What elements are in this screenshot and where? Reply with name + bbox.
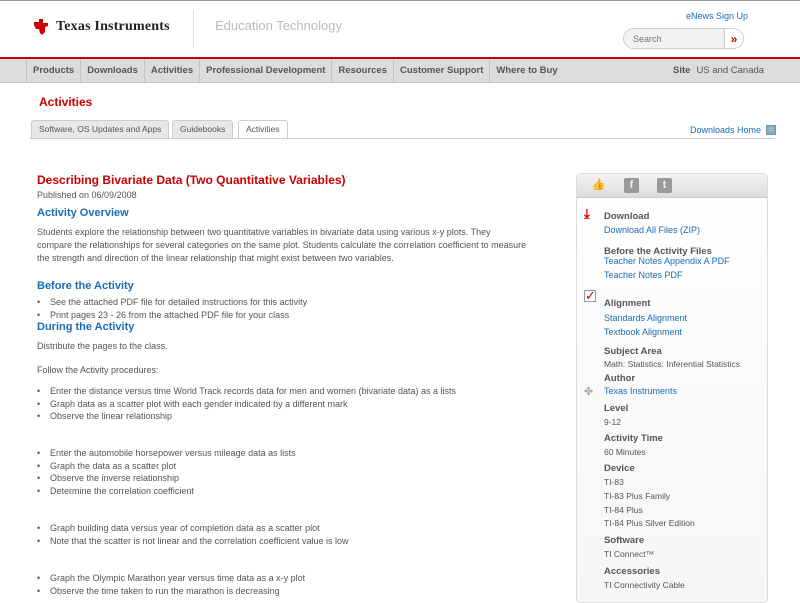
author-link[interactable]: Texas Instruments <box>604 386 678 396</box>
list-item: • Print pages 23 - 26 from the attached PDF file for your class <box>37 309 307 322</box>
divider <box>193 10 194 48</box>
tab-activities[interactable]: Activities <box>238 120 288 139</box>
download-all-link[interactable]: Download All Files (ZIP) <box>604 225 701 235</box>
downloads-home-link[interactable] <box>690 125 776 135</box>
tab-guidebooks[interactable]: Guidebooks <box>172 120 233 138</box>
nav-where-to-buy[interactable]: Where to Buy <box>489 59 563 83</box>
level-label: Level <box>604 403 629 414</box>
time-label: Activity Time <box>604 433 663 444</box>
like-icon[interactable]: 👍 <box>591 179 606 191</box>
device-label: Device <box>604 463 635 474</box>
site-selector[interactable] <box>673 59 764 83</box>
teacher-notes-link[interactable]: Teacher Notes PDF <box>604 270 683 280</box>
list-item: • Enter the automobile horsepower versus mileage data as lists <box>37 447 296 460</box>
software-label: Software <box>604 535 645 546</box>
site-label: Site <box>673 65 691 76</box>
list-item: • Graph the Olympic Marathon year versus time data as a x-y plot <box>37 572 305 585</box>
device-value: TI-84 Plus Silver Edition <box>604 518 695 528</box>
section-title: Education Technology <box>215 18 342 33</box>
list-item: • Observe the linear relationship <box>37 410 456 423</box>
alignment-heading: Alignment <box>604 298 651 309</box>
download-icon: ⤓ <box>584 206 590 221</box>
published-date: Published on 06/09/2008 <box>37 190 137 200</box>
tab-software[interactable]: Software, OS Updates and Apps <box>31 120 169 138</box>
list-item: • Enter the distance versus time World Track records data for men and women (bivariate data) as a lists <box>37 385 456 398</box>
during-heading: During the Activity <box>37 321 135 333</box>
ti-logo-icon <box>32 18 50 36</box>
textbook-alignment-link[interactable]: Textbook Alignment <box>604 327 683 337</box>
accessories-value: TI Connectivity Cable <box>604 580 685 590</box>
nav-downloads[interactable]: Downloads <box>80 59 144 83</box>
brand-name: Texas Instruments <box>56 19 170 34</box>
nav-activities[interactable]: Activities <box>144 59 199 83</box>
nav-professional-development[interactable]: Professional Development <box>199 59 331 83</box>
nav-customer-support[interactable]: Customer Support <box>393 59 489 83</box>
device-value: TI-83 <box>604 477 624 487</box>
author-label: Author <box>604 373 636 384</box>
list-item: • Graph the data as a scatter plot <box>37 460 296 473</box>
procedure-list-2 <box>37 447 296 497</box>
device-value: TI-83 Plus Family <box>604 491 671 501</box>
search-go-button[interactable]: » <box>724 29 743 48</box>
device-value: TI-84 Plus <box>604 505 643 515</box>
before-list <box>37 296 307 321</box>
list-item: • Note that the scatter is not linear and the correlation coefficient value is low <box>37 535 349 548</box>
search-input[interactable] <box>624 29 724 48</box>
procedure-list-1 <box>37 385 456 423</box>
during-intro: Distribute the pages to the class. <box>37 341 168 351</box>
checkbox-icon: ✓ <box>585 288 596 303</box>
overview-text: Students explore the relationship between two quantitative variables in bivariate data using various x-y plots. They compare the relationships for several categories on the same plot. Students calculate the correlation coefficient to measure the strength and direction of the linear relationship that might exist between two variables. <box>37 227 527 263</box>
procedure-list-3 <box>37 522 349 547</box>
enews-signup-link[interactable]: eNews Sign Up <box>686 11 749 21</box>
list-item: • Observe the time taken to run the marathon is decreasing <box>37 585 305 598</box>
share-bar <box>577 174 767 198</box>
list-item: • Determine the correlation coefficient <box>37 485 296 498</box>
before-files-heading: Before the Activity Files <box>604 246 712 257</box>
downloads-home-label: Downloads Home <box>690 125 762 135</box>
time-value: 60 Minutes <box>604 447 646 457</box>
list-item: • Graph data as a scatter plot with each gender indicated by a different mark <box>37 398 456 411</box>
site-value: US and Canada <box>696 65 765 76</box>
subject-label: Subject Area <box>604 346 662 357</box>
activity-sidebar <box>576 173 768 603</box>
level-value: 9-12 <box>604 417 622 427</box>
during-follow: Follow the Activity procedures: <box>37 365 159 375</box>
tab-divider <box>30 138 775 139</box>
home-icon: ⌂ <box>766 125 776 135</box>
list-item: • Graph building data versus year of completion data as a scatter plot <box>37 522 349 535</box>
nav-resources[interactable]: Resources <box>331 59 393 83</box>
page-title: Activities <box>39 95 93 109</box>
search-box <box>623 28 744 49</box>
list-item: • Observe the inverse relationship <box>37 472 296 485</box>
standards-alignment-link[interactable]: Standards Alignment <box>604 313 688 323</box>
top-border <box>0 0 800 1</box>
nav-products[interactable]: Products <box>26 59 80 83</box>
activity-title: Describing Bivariate Data (Two Quantitative Variables) <box>37 173 346 187</box>
facebook-icon[interactable]: f <box>624 178 639 193</box>
ti-author-icon: ✤ <box>584 386 594 398</box>
twitter-icon[interactable]: t <box>657 178 672 193</box>
download-heading: Download <box>604 211 650 222</box>
overview-heading: Activity Overview <box>37 207 129 219</box>
list-item: • See the attached PDF file for detailed instructions for this activity <box>37 296 307 309</box>
software-value: TI Connect™ <box>604 549 655 559</box>
procedure-list-4 <box>37 572 305 597</box>
subject-value: Math: Statistics: Inferential Statistics <box>604 359 741 369</box>
before-heading: Before the Activity <box>37 280 134 292</box>
teacher-notes-appendix-link[interactable]: Teacher Notes Appendix A PDF <box>604 256 730 266</box>
ti-logo[interactable] <box>32 18 170 36</box>
accessories-label: Accessories <box>604 566 660 577</box>
